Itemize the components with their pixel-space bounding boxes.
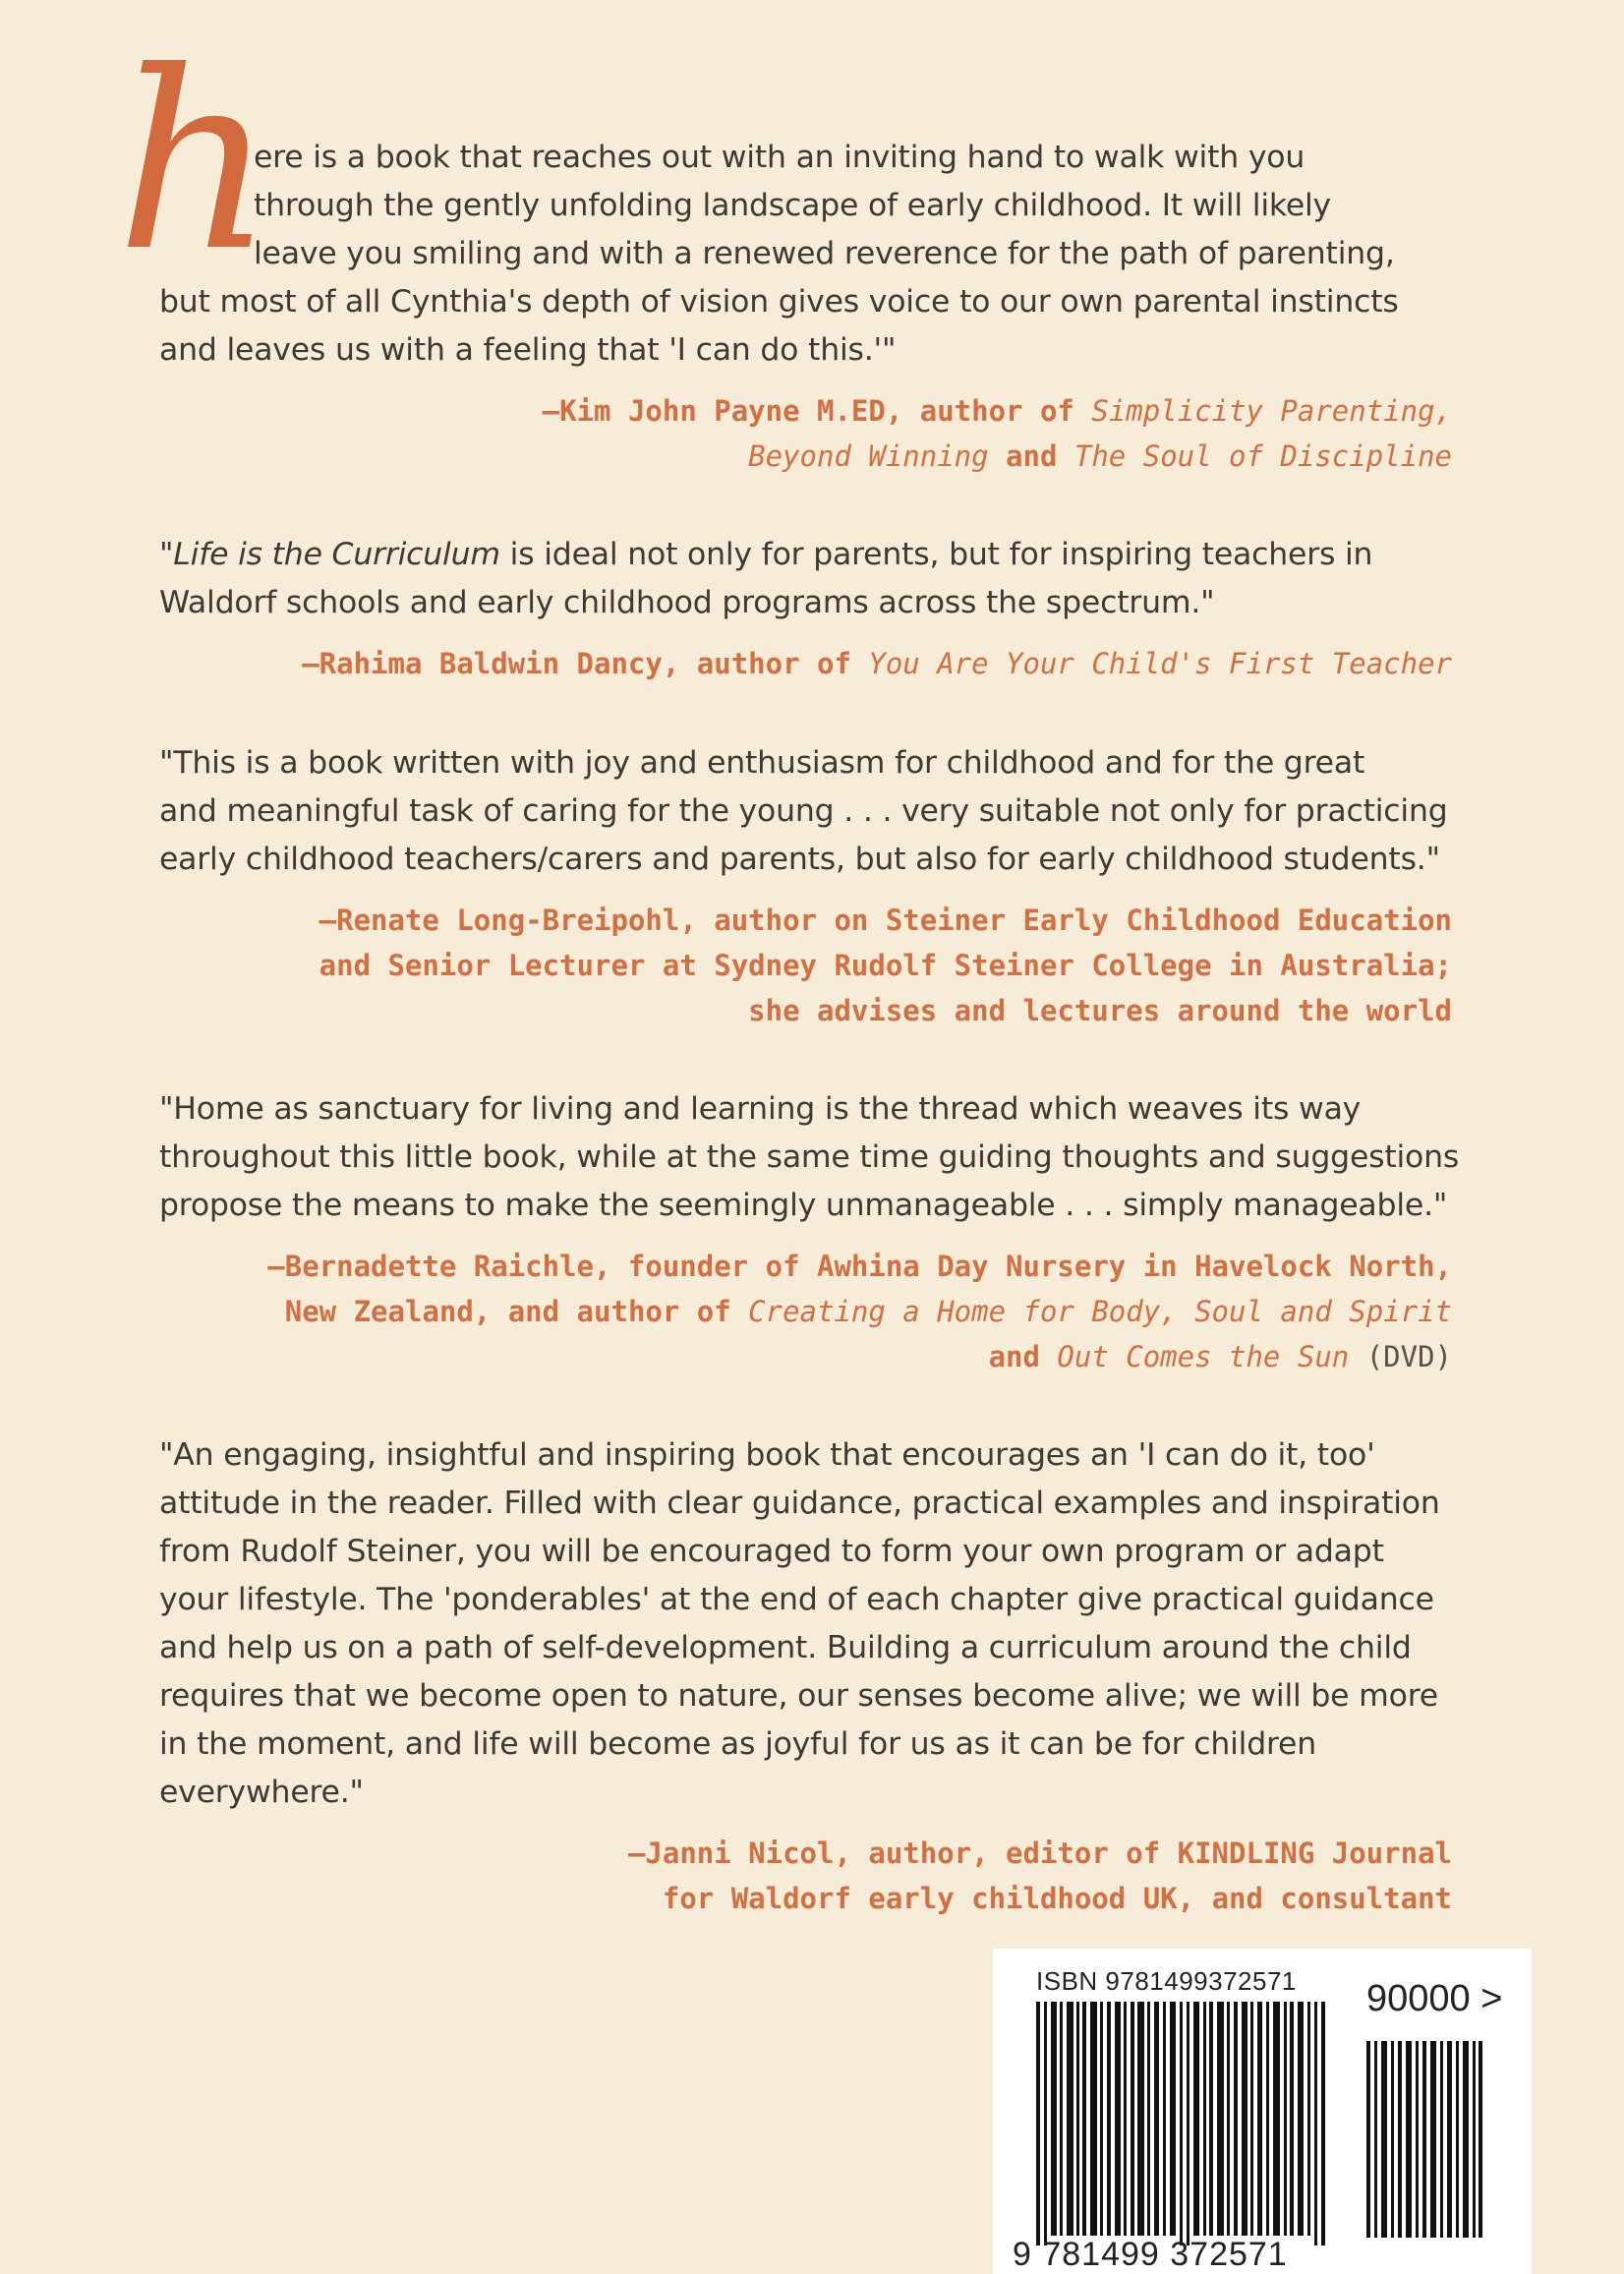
blurb-1-quote	[159, 134, 1452, 375]
quote-text: is ideal not only for parents, but for inspiring teachers in	[499, 537, 1373, 572]
blurb-2-quote	[159, 531, 1452, 627]
blurb-3	[159, 739, 1452, 1033]
attribution-line: —Bernadette Raichle, founder of Awhina Day Nursery in Havelock North,	[267, 1250, 1452, 1283]
book-title: Beyond Winning	[748, 439, 989, 473]
blurb-1	[159, 134, 1452, 479]
attribution-line: she advises and lectures around the world	[748, 994, 1452, 1027]
quote-line: "Home as sanctuary for living and learning is the thread which weaves its way	[159, 1091, 1362, 1127]
book-title: Creating a Home for Body, Soul and Spirit	[748, 1295, 1452, 1328]
blurb-5	[159, 1431, 1452, 1921]
blurb-2	[159, 531, 1452, 686]
book-title: "Life is the Curriculum	[159, 537, 500, 572]
attribution-line: —Janni Nicol, author, editor of KINDLING Journal	[627, 1837, 1452, 1870]
quote-line: "An engaging, insightful and inspiring book that encourages an 'I can do it, too'	[159, 1437, 1375, 1473]
blurb-2-attribution	[159, 641, 1452, 686]
attribution-text: (DVD)	[1349, 1340, 1452, 1373]
quote-line: early childhood teachers/carers and parents, but also for early childhood students."	[159, 842, 1440, 877]
book-title: The Soul of Discipline	[1073, 439, 1452, 473]
quote-line: ere is a book that reaches out with an inviting hand to walk with you	[254, 140, 1305, 175]
quote-line: attitude in the reader. Filled with clear guidance, practical examples and inspiration	[159, 1486, 1440, 1521]
blurb-5-attribution	[159, 1831, 1452, 1921]
blurb-1-attribution	[159, 388, 1452, 479]
quote-line: propose the means to make the seemingly unmanageable . . . simply manageable."	[159, 1188, 1448, 1223]
blurb-3-attribution	[159, 898, 1452, 1033]
book-title: Out Comes the Sun	[1057, 1340, 1350, 1373]
blurb-5-quote	[159, 1431, 1452, 1817]
isbn-barcode	[993, 1949, 1532, 2274]
attribution-text: —Kim John Payne M.ED, author of	[542, 394, 1092, 428]
drop-cap: h	[116, 19, 275, 305]
quote-line: your lifestyle. The 'ponderables' at the end of each chapter give practical guidance	[159, 1582, 1434, 1617]
attribution-line: and Senior Lecturer at Sydney Rudolf Steiner College in Australia;	[319, 949, 1452, 982]
blurb-4-quote	[159, 1085, 1460, 1230]
quote-line: through the gently unfolding landscape of early childhood. It will likely	[254, 188, 1331, 223]
book-title: You Are Your Child's First Teacher	[868, 647, 1452, 680]
quote-line: everywhere."	[159, 1775, 364, 1810]
price-code: 90000 >	[1366, 1978, 1503, 2019]
quote-line: throughout this little book, while at the same time guiding thoughts and suggestions	[159, 1139, 1460, 1175]
quote-line: in the moment, and life will become as joyful for us as it can be for children	[159, 1726, 1317, 1762]
blurb-3-quote	[159, 739, 1452, 884]
quote-line: from Rudolf Steiner, you will be encouraged to form your own program or adapt	[159, 1534, 1384, 1569]
attribution-text: and	[988, 439, 1074, 473]
quote-line: and meaningful task of caring for the young . . . very suitable not only for practicing	[159, 793, 1448, 829]
blurb-4-attribution	[159, 1244, 1452, 1379]
book-title: Simplicity Parenting,	[1091, 394, 1452, 428]
barcode-digits: 9 781499 372571	[1013, 2236, 1288, 2273]
quote-line: "This is a book written with joy and enthusiasm for childhood and for the great	[159, 745, 1365, 781]
barcode-bars	[1026, 1954, 1528, 2249]
attribution-line: —Renate Long-Breipohl, author on Steiner Early Childhood Education	[319, 904, 1452, 937]
quote-line: and leaves us with a feeling that 'I can do this.'"	[159, 332, 897, 368]
attribution-text: —Rahima Baldwin Dancy, author of	[302, 647, 869, 680]
isbn-label: ISBN 9781499372571	[1036, 1966, 1297, 1996]
quote-line: leave you smiling and with a renewed reverence for the path of parenting,	[254, 236, 1395, 271]
attribution-text: and	[988, 1340, 1058, 1373]
blurb-4	[159, 1085, 1460, 1379]
attribution-text: New Zealand, and author of	[284, 1295, 749, 1328]
quote-line: and help us on a path of self-development. Building a curriculum around the child	[159, 1630, 1412, 1665]
quote-line: requires that we become open to nature, our senses become alive; we will be more	[159, 1678, 1438, 1714]
quote-line: but most of all Cynthia's depth of vision gives voice to our own parental instincts	[159, 284, 1399, 320]
quote-line: Waldorf schools and early childhood programs across the spectrum."	[159, 585, 1215, 620]
attribution-line: for Waldorf early childhood UK, and consultant	[662, 1882, 1452, 1915]
